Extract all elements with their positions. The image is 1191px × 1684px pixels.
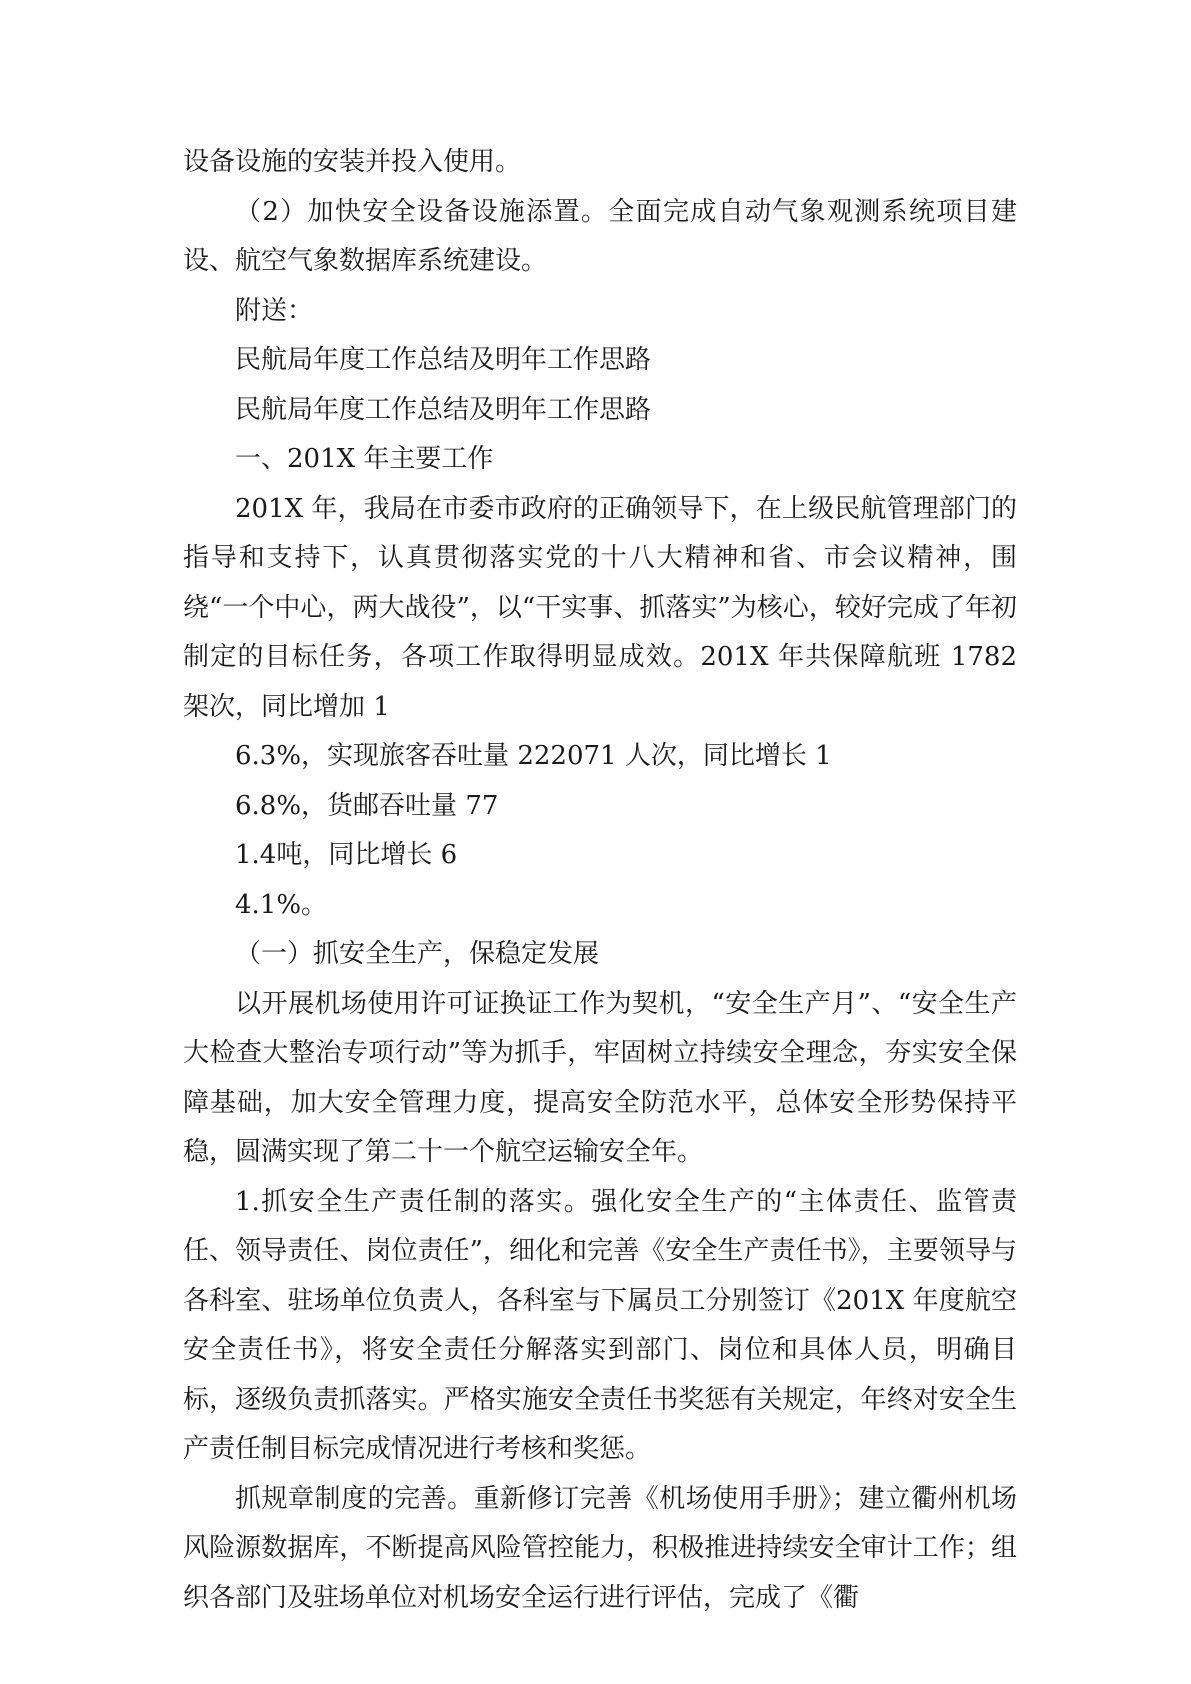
document-body — [183, 138, 1017, 1623]
section-heading: 一、201X 年主要工作 — [235, 444, 494, 474]
paragraph: 4.1%。 — [235, 889, 328, 920]
paragraph: 1.4吨，同比增长 6 — [235, 840, 458, 870]
paragraph: 附送： — [235, 295, 314, 326]
paragraph: 设备设施的安装并投入使用。 — [183, 147, 522, 177]
paragraph: 民航局年度工作总结及明年工作思路 — [235, 345, 652, 375]
subsection-heading: （一）抓安全生产，保稳定发展 — [235, 939, 600, 969]
paragraph: 6.8%，货邮吞吐量 77 — [235, 790, 499, 821]
paragraph: 201X 年，我局在市委市政府的正确领导下，在上级民航管理部门的指导和支持下，认真贯彻落实党的十八大精神和省、市会议精神，围绕“一个中心，两大战役”，以“干实事、抓落实”为核心，较好完成了年初制定的目标任务，各项工作取得明显成效。201X 年共保障航班 1782 架次，同比增加 1 — [183, 493, 1017, 722]
paragraph: （2）加快安全设备设施添置。全面完成自动气象观测系统项目建设、航空气象数据库系统建设。 — [183, 196, 1017, 276]
paragraph: 1.抓安全生产责任制的落实。强化安全生产的“主体责任、监管责任、领导责任、岗位责任”，细化和完善《安全生产责任书》，主要领导与各科室、驻场单位负责人，各科室与下属员工分别签订《201X 年度航空安全责任书》，将安全责任分解落实到部门、岗位和具体人员，明确目标，逐级负责抓落实。严格实施安全责任书奖惩有关规定，年终对安全生产责任制目标完成情况进行考核和奖惩。 — [183, 1186, 1017, 1464]
paragraph: 民航局年度工作总结及明年工作思路 — [235, 394, 652, 425]
paragraph: 抓规章制度的完善。重新修订完善《机场使用手册》；建立衢州机场风险源数据库，不断提高风险管控能力，积极推进持续安全审计工作；组织各部门及驻场单位对机场安全运行进行评估，完成了《衢 — [183, 1483, 1017, 1613]
paragraph: 以开展机场使用许可证换证工作为契机，“安全生产月”、“安全生产大检查大整治专项行动”等为抓手，牢固树立持续安全理念，夯实安全保障基础，加大安全管理力度，提高安全防范水平，总体安全形势保持平稳，圆满实现了第二十一个航空运输安全年。 — [183, 988, 1017, 1167]
paragraph: 6.3%，实现旅客吞吐量 222071 人次，同比增长 1 — [235, 741, 832, 771]
